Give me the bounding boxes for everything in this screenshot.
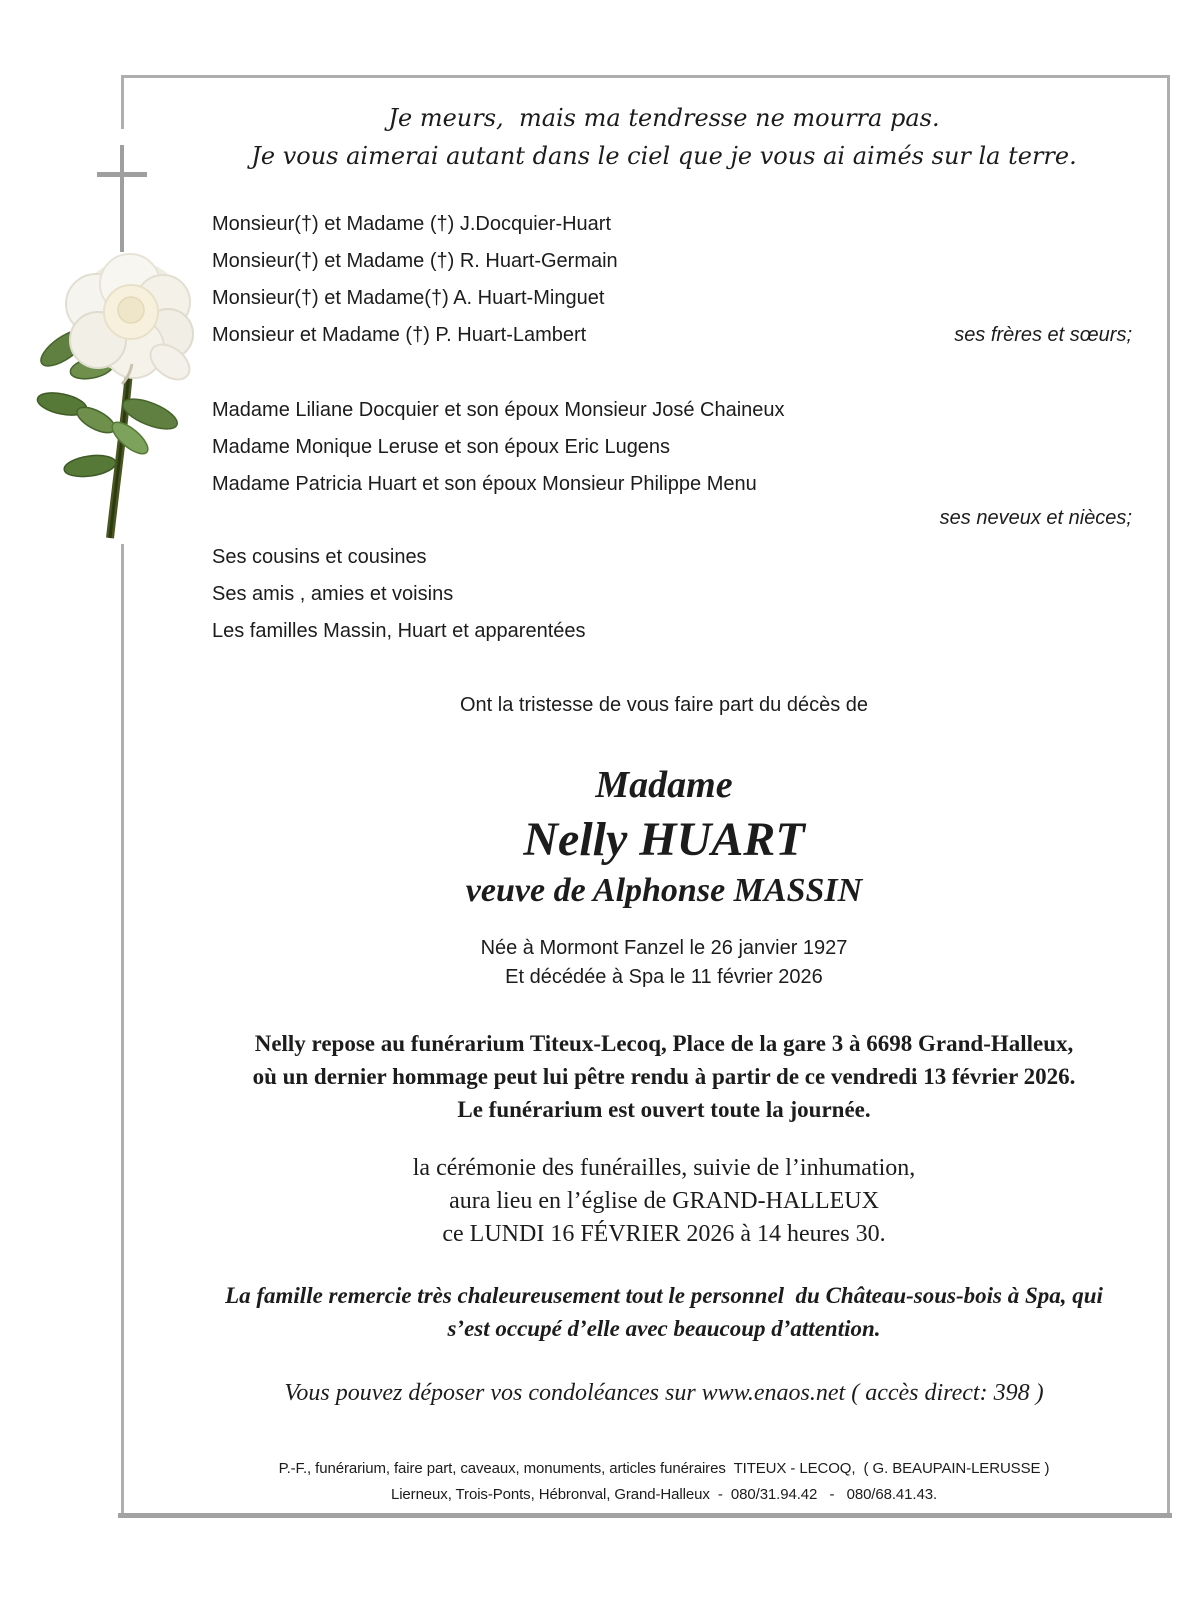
announcement-line: Ont la tristesse de vous faire part du décès de — [460, 694, 868, 716]
relative-line: Les familles Massin, Huart et apparentées — [212, 620, 586, 642]
ceremony-line-1: la cérémonie des funérailles, suivie de l’inhumation, — [412, 1155, 916, 1181]
epitaph-line-1: Je meurs, mais ma tendresse ne mourra pas. — [388, 104, 940, 132]
deceased-title: Madame — [595, 764, 733, 806]
relative-line: Ses amis , amies et voisins — [212, 583, 454, 605]
frame-border-left-upper — [121, 75, 124, 129]
nieces-relation-label: ses neveux et nièces; — [939, 507, 1132, 529]
frame-border-left-lower — [121, 540, 124, 1517]
sibling-line: Monsieur(†) et Madame (†) R. Huart-Germain — [212, 250, 618, 272]
condolences-line: Vous pouvez déposer vos condoléances sur www.enaos.net ( accès direct: 398 ) — [284, 1380, 1044, 1406]
niece-line: Madame Liliane Docquier et son époux Monsieur José Chaineux — [212, 399, 785, 421]
sibling-line: Monsieur(†) et Madame(†) A. Huart-Minguet — [212, 287, 605, 309]
frame-border-top — [121, 75, 1170, 78]
funerarium-line-2: où un dernier hommage peut lui pêtre rendu à partir de ce vendredi 13 février 2026. — [252, 1064, 1076, 1089]
thanks-line-2: s’est occupé d’elle avec beaucoup d’attention. — [447, 1316, 881, 1341]
niece-line: Madame Patricia Huart et son époux Monsieur Philippe Menu — [212, 473, 757, 495]
ceremony-line-2: aura lieu en l’église de GRAND-HALLEUX — [449, 1188, 879, 1214]
deceased-name: Nelly HUART — [523, 813, 805, 866]
thanks-line-1: La famille remercie très chaleureusement tout le personnel du Château-sous-bois à Spa, qui — [225, 1283, 1103, 1308]
footer-line-1: P.-F., funérarium, faire part, caveaux, monuments, articles funéraires TITEUX - LECOQ, ( G. BEAUPAIN-LERUSSE ) — [278, 1460, 1050, 1477]
white-rose-image — [34, 252, 196, 544]
cross-horizontal-bar — [97, 172, 147, 177]
funerarium-line-1: Nelly repose au funérarium Titeux-Lecoq, Place de la gare 3 à 6698 Grand-Halleux, — [254, 1031, 1074, 1056]
cross-vertical-bar — [120, 145, 124, 253]
footer-line-2: Lierneux, Trois-Ponts, Hébronval, Grand-Halleux - 080/31.94.42 - 080/68.41.43. — [390, 1486, 938, 1503]
deceased-widow-line: veuve de Alphonse MASSIN — [465, 872, 863, 909]
sibling-line: Monsieur(†) et Madame (†) J.Docquier-Huart — [212, 213, 612, 235]
sibling-line: Monsieur et Madame (†) P. Huart-Lambert — [212, 324, 587, 346]
funerarium-line-3: Le funérarium est ouvert toute la journée. — [457, 1097, 871, 1122]
niece-line: Madame Monique Leruse et son époux Eric Lugens — [212, 436, 671, 458]
birth-line: Née à Mormont Fanzel le 26 janvier 1927 — [480, 937, 848, 959]
ceremony-line-3: ce LUNDI 16 FÉVRIER 2026 à 14 heures 30. — [442, 1221, 886, 1247]
relative-line: Ses cousins et cousines — [212, 546, 427, 568]
frame-border-bottom — [118, 1513, 1172, 1518]
siblings-relation-label: ses frères et sœurs; — [954, 324, 1132, 346]
death-line: Et décédée à Spa le 11 février 2026 — [505, 966, 823, 988]
epitaph-line-2: Je vous aimerai autant dans le ciel que je vous ai aimés sur la terre. — [251, 142, 1077, 170]
